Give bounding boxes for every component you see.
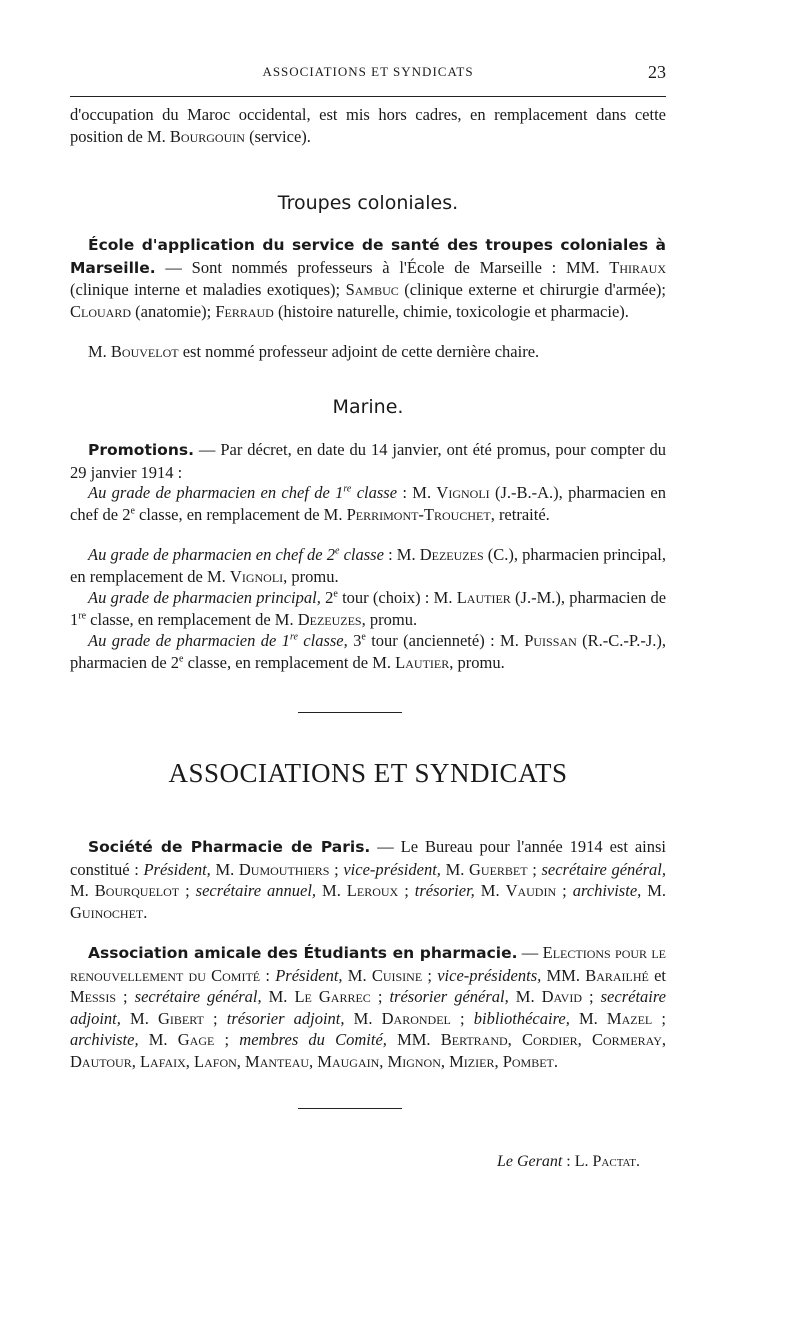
- intro-paragraph: d'occupation du Maroc occidental, est mis hors cadres, en remplacement dans cette position de M. Bourgouin (service).: [70, 105, 666, 146]
- heading-troupes-coloniales: Troupes coloniales.: [277, 192, 459, 214]
- gerant-signature: Le Gerant : L. Pactat.: [496, 1153, 640, 1170]
- heading-marine: Marine.: [332, 396, 404, 418]
- promotion-entry: Au grade de pharmacien en chef de 1re classe : M. Vignoli (J.-B.-A.), pharmacien en chef de 2e classe, en remplacement de M. Perrimont-Trouchet, retraité.: [70, 483, 666, 524]
- promotion-entry: Au grade de pharmacien principal, 2e tour (choix) : M. Lautier (J.-M.), pharmacien de 1re classe, en remplacement de M. Dezeuzes, promu.: [70, 588, 667, 629]
- page-header: [70, 62, 666, 86]
- societe-paragraph: Société de Pharmacie de Paris. — Le Bureau pour l'année 1914 est ainsi constitué : Président, M. Dumouthiers ; vice-président, M. Guerbet ; secrétaire général, M. Bourquelot ; secrétaire annuel, M. Leroux ; trésorier, M. Vaudin ; archiviste, M. Guinochet.: [70, 837, 667, 922]
- section-divider: [298, 712, 402, 713]
- bouvelot-paragraph: M. Bouvelot est nommé professeur adjoint de cette dernière chaire.: [88, 342, 540, 361]
- running-head: ASSOCIATIONS ET SYNDICATS: [262, 64, 474, 79]
- heading-associations: ASSOCIATIONS ET SYNDICATS: [168, 758, 568, 788]
- promotions-paragraph: Promotions. — Par décret, en date du 14 janvier, ont été promus, pour compter du 29 janvier 1914 :: [70, 440, 666, 482]
- promotion-entry: Au grade de pharmacien de 1re classe, 3e tour (ancienneté) : M. Puissan (R.-C.-P.-J.), pharmacien de 2e classe, en remplacement de M. Lautier, promu.: [70, 631, 667, 672]
- page-number: 23: [648, 62, 666, 82]
- section-divider: [298, 1108, 402, 1109]
- amicale-paragraph: Association amicale des Étudiants en pharmacie. — Elections pour le renouvellement du Comité : Président, M. Cuisine ; vice-présidents, MM. Barailhé et Messis ; secrétaire général, M. Le Garrec ; trésorier général, M. David ; secrétaire adjoint, M. Gibert ; trésorier adjoint, M. Darondel ; bibliothécaire, M. Mazel ; archiviste, M. Gage ; membres du Comité, MM. Bertrand, Cordier, Cormeray, Dautour, Lafaix, Lafon, Manteau, Maugain, Mignon, Mizier, Pombet.: [70, 943, 667, 1071]
- ecole-paragraph: École d'application du service de santé des troupes coloniales à Marseille. — Sont nommés professeurs à l'École de Marseille : MM. Thiraux (clinique interne et maladies exotiques); Sambuc (clinique externe et chirurgie d'armée); Clouard (anatomie); Ferraud (histoire naturelle, chimie, toxicologie et pharmacie).: [70, 236, 666, 321]
- page: [70, 0, 666, 1326]
- promotion-entry: Au grade de pharmacien en chef de 2e classe : M. Dezeuzes (C.), pharmacien principal, en remplacement de M. Vignoli, promu.: [70, 545, 666, 586]
- header-rule: [70, 96, 666, 97]
